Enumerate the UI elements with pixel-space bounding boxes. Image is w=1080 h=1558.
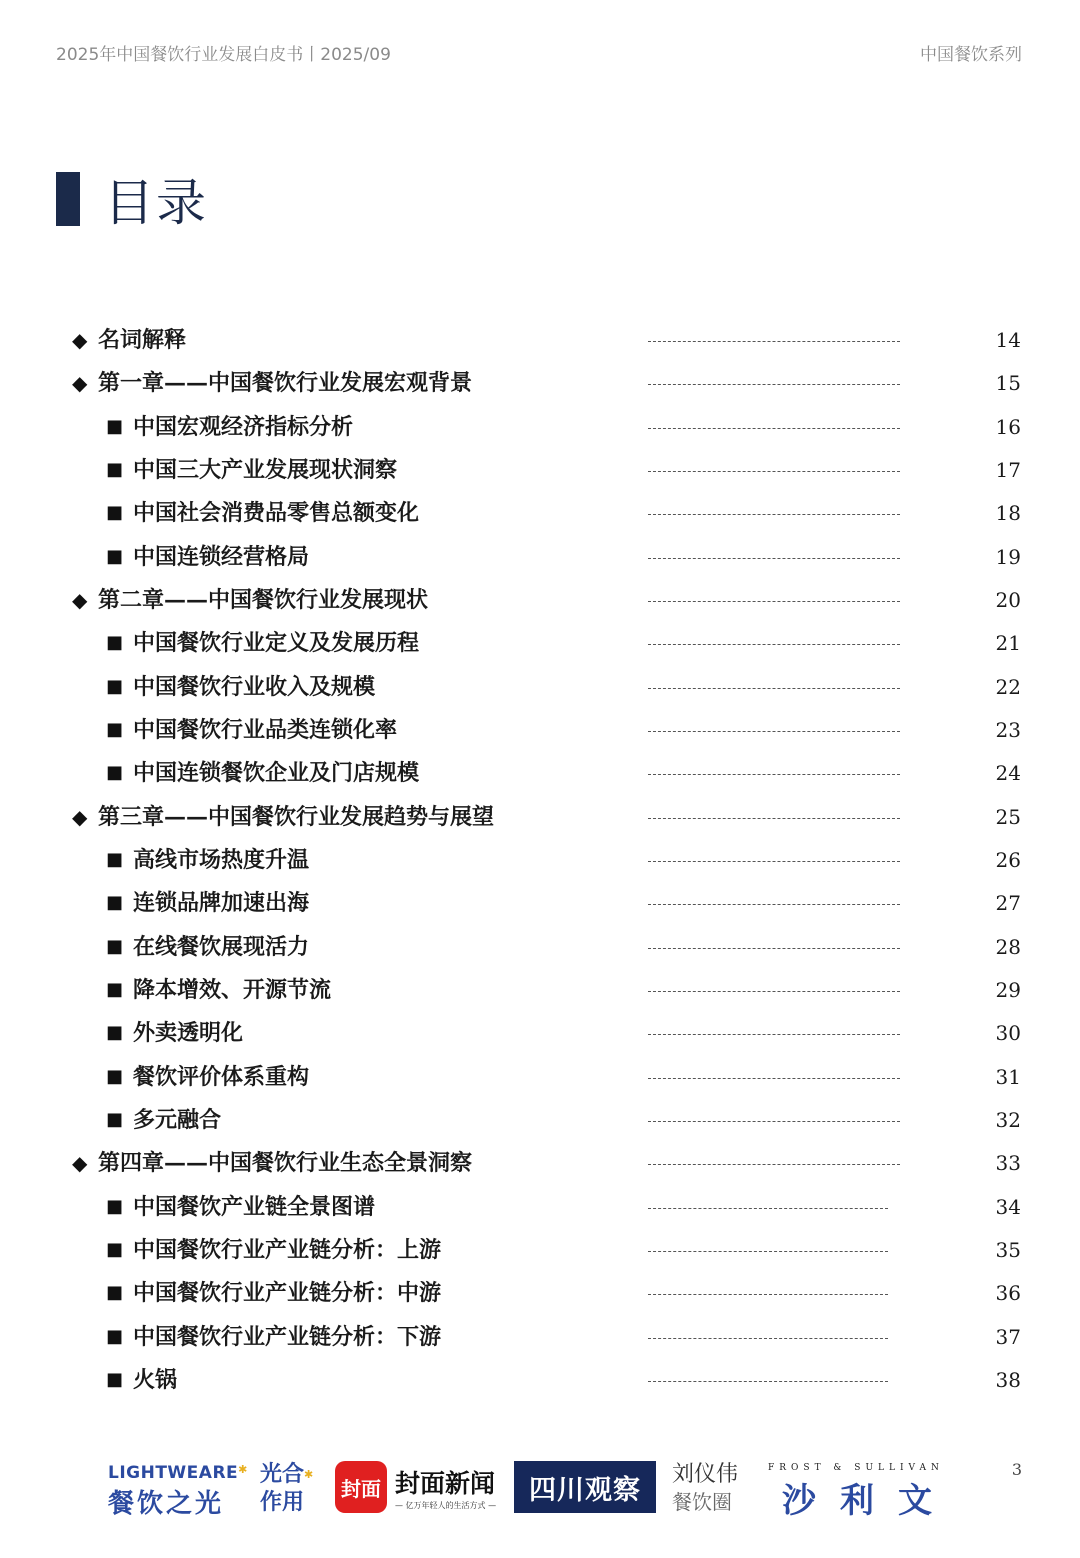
- diamond-bullet-icon: ◆: [72, 1151, 88, 1176]
- toc-page-number: 31: [995, 1064, 1021, 1089]
- toc-section-row[interactable]: [0, 623, 1080, 666]
- toc-leader-line: [648, 774, 900, 775]
- toc-section-row[interactable]: [0, 753, 1080, 796]
- square-bullet-icon: ■: [106, 675, 124, 697]
- toc-page-number: 19: [995, 544, 1021, 569]
- toc-page-number: 33: [995, 1151, 1021, 1176]
- toc-section-row[interactable]: [0, 927, 1080, 970]
- frost-sullivan-logo: [768, 1463, 956, 1522]
- toc-entry-label: 高线市场热度升温: [133, 846, 310, 873]
- table-of-contents: [0, 320, 1080, 1403]
- header-series-name: 中国餐饮系列: [920, 45, 1022, 65]
- frost-sullivan-logo-bottom: 沙利文: [782, 1481, 956, 1521]
- lightweare-logo: [108, 1463, 248, 1520]
- toc-section-row[interactable]: [0, 1100, 1080, 1143]
- toc-entry-label: 中国餐饮行业产业链分析：中游: [133, 1280, 442, 1307]
- toc-chapter-row[interactable]: [0, 320, 1080, 363]
- square-bullet-icon: ■: [106, 632, 124, 654]
- toc-leader-line: [648, 514, 900, 515]
- sichuan-guancha-logo-text: 四川观察: [514, 1461, 656, 1513]
- fengmian-logo-badge: 封面: [335, 1461, 387, 1513]
- guanghe-logo: [260, 1461, 313, 1517]
- toc-leader-line: [648, 991, 900, 992]
- toc-leader-line: [648, 688, 900, 689]
- toc-entry-label: 在线餐饮展现活力: [133, 933, 310, 960]
- square-bullet-icon: ■: [106, 1108, 124, 1130]
- toc-entry-label: 中国连锁经营格局: [133, 543, 310, 570]
- toc-leader-line: [648, 818, 900, 819]
- diamond-bullet-icon: ◆: [72, 587, 88, 612]
- square-bullet-icon: ■: [106, 1022, 124, 1044]
- toc-page-number: 23: [995, 717, 1021, 742]
- fengmian-logo-slogan: — 亿万年轻人的生活方式 —: [395, 1500, 497, 1510]
- toc-chapter-row[interactable]: [0, 580, 1080, 623]
- toc-page-number: 24: [995, 761, 1021, 786]
- toc-leader-line: [648, 1164, 900, 1165]
- square-bullet-icon: ■: [106, 1238, 124, 1260]
- toc-leader-line: [648, 384, 900, 385]
- toc-entry-label: 中国宏观经济指标分析: [133, 413, 354, 440]
- toc-page-number: 14: [995, 328, 1021, 352]
- toc-leader-line: [648, 341, 900, 342]
- toc-entry-label: 连锁品牌加速出海: [133, 890, 310, 917]
- toc-page-number: 32: [995, 1107, 1021, 1132]
- diamond-bullet-icon: ◆: [72, 804, 88, 829]
- footer-logos: [0, 1455, 1080, 1525]
- title-accent-bar: [56, 172, 80, 226]
- toc-section-row[interactable]: [0, 1317, 1080, 1360]
- toc-page-number: 28: [995, 934, 1021, 959]
- toc-section-row[interactable]: [0, 1057, 1080, 1100]
- toc-page-number: 36: [995, 1281, 1021, 1306]
- diamond-bullet-icon: ◆: [72, 371, 88, 396]
- square-bullet-icon: ■: [106, 718, 124, 740]
- toc-entry-label: 降本增效、开源节流: [133, 976, 332, 1003]
- toc-chapter-row[interactable]: [0, 1143, 1080, 1186]
- toc-entry-label: 中国连锁餐饮企业及门店规模: [133, 760, 420, 787]
- lightweare-logo-subtext: 餐饮之光: [108, 1489, 225, 1519]
- toc-section-row[interactable]: [0, 883, 1080, 926]
- toc-entry-label: 中国餐饮产业链全景图谱: [133, 1193, 376, 1220]
- square-bullet-icon: ■: [106, 978, 124, 1000]
- square-bullet-icon: ■: [106, 1368, 124, 1390]
- square-bullet-icon: ■: [106, 545, 124, 567]
- toc-leader-line: [648, 601, 900, 602]
- toc-page-number: 16: [995, 414, 1021, 439]
- toc-entry-label: 名词解释: [98, 327, 187, 353]
- toc-leader-line: [648, 428, 900, 429]
- toc-leader-line: [648, 1208, 888, 1209]
- fengmian-logo-text: 封面新闻: [395, 1468, 496, 1498]
- toc-leader-line: [648, 861, 900, 862]
- liuyiwei-logo-bottom: 餐饮圈: [672, 1490, 732, 1514]
- liuyiwei-logo-top: 刘仪伟: [672, 1462, 739, 1487]
- toc-section-row[interactable]: [0, 450, 1080, 493]
- square-bullet-icon: ■: [106, 415, 124, 437]
- toc-page-number: 15: [995, 371, 1021, 396]
- toc-page-number: 25: [995, 804, 1021, 829]
- toc-leader-line: [648, 644, 900, 645]
- toc-leader-line: [648, 1034, 900, 1035]
- toc-entry-label: 餐饮评价体系重构: [133, 1063, 310, 1090]
- star-icon: ✱: [304, 1468, 314, 1481]
- toc-leader-line: [648, 1121, 900, 1122]
- toc-leader-line: [648, 1294, 888, 1295]
- toc-entry-label: 中国餐饮行业定义及发展历程: [133, 630, 420, 657]
- toc-page-number: 30: [995, 1021, 1021, 1046]
- toc-page-number: 26: [995, 847, 1021, 872]
- toc-section-row[interactable]: [0, 1187, 1080, 1230]
- toc-page-number: 27: [995, 891, 1021, 916]
- square-bullet-icon: ■: [106, 458, 124, 480]
- frost-sullivan-logo-top: FROST & SULLIVAN: [768, 1463, 944, 1473]
- toc-page-number: 29: [995, 977, 1021, 1002]
- page-title-block: [56, 170, 208, 232]
- toc-entry-label: 中国餐饮行业品类连锁化率: [133, 716, 398, 743]
- toc-leader-line: [648, 1338, 888, 1339]
- toc-entry-label: 第四章——中国餐饮行业生态全景洞察: [98, 1150, 473, 1177]
- toc-section-row[interactable]: [0, 970, 1080, 1013]
- toc-chapter-row[interactable]: [0, 363, 1080, 406]
- toc-page-number: 34: [995, 1194, 1021, 1219]
- toc-section-row[interactable]: [0, 1230, 1080, 1273]
- square-bullet-icon: ■: [106, 1282, 124, 1304]
- toc-leader-line: [648, 558, 900, 559]
- guanghe-logo-bottom: 作用: [260, 1490, 305, 1515]
- toc-page-number: 20: [995, 587, 1021, 612]
- sichuan-guancha-logo: [514, 1461, 656, 1513]
- diamond-bullet-icon: ◆: [72, 328, 88, 352]
- toc-entry-label: 第三章——中国餐饮行业发展趋势与展望: [98, 803, 495, 830]
- toc-leader-line: [648, 1381, 888, 1382]
- toc-entry-label: 第一章——中国餐饮行业发展宏观背景: [98, 370, 473, 397]
- toc-leader-line: [648, 731, 900, 732]
- toc-section-row[interactable]: [0, 537, 1080, 580]
- header-report-title: 2025年中国餐饮行业发展白皮书丨2025/09: [56, 45, 391, 65]
- page-number: 3: [1011, 1460, 1022, 1479]
- toc-entry-label: 中国三大产业发展现状洞察: [133, 456, 398, 483]
- toc-page-number: 35: [995, 1237, 1021, 1262]
- toc-section-row[interactable]: [0, 493, 1080, 536]
- toc-entry-label: 中国社会消费品零售总额变化: [133, 500, 420, 527]
- square-bullet-icon: ■: [106, 1195, 124, 1217]
- toc-entry-label: 第二章——中国餐饮行业发展现状: [98, 586, 429, 613]
- lightweare-logo-text: LIGHTWEARE: [108, 1463, 239, 1483]
- toc-entry-label: 火锅: [133, 1366, 178, 1393]
- square-bullet-icon: ■: [106, 762, 124, 784]
- square-bullet-icon: ■: [106, 502, 124, 524]
- toc-leader-line: [648, 948, 900, 949]
- toc-entry-label: 中国餐饮行业收入及规模: [133, 673, 376, 700]
- square-bullet-icon: ■: [106, 892, 124, 914]
- toc-section-row[interactable]: [0, 1360, 1080, 1403]
- square-bullet-icon: ■: [106, 1325, 124, 1347]
- toc-entry-label: 多元融合: [133, 1106, 222, 1133]
- toc-page-number: 37: [995, 1324, 1021, 1349]
- liuyiwei-logo: [672, 1461, 738, 1515]
- square-bullet-icon: ■: [106, 1065, 124, 1087]
- toc-page-number: 18: [995, 501, 1021, 526]
- toc-section-row[interactable]: [0, 1013, 1080, 1056]
- toc-page-number: 17: [995, 457, 1021, 482]
- toc-page-number: 21: [995, 631, 1021, 656]
- fengmian-logo: [335, 1461, 496, 1513]
- toc-leader-line: [648, 904, 900, 905]
- toc-leader-line: [648, 1251, 888, 1252]
- toc-entry-label: 外卖透明化: [133, 1020, 244, 1047]
- toc-section-row[interactable]: [0, 667, 1080, 710]
- toc-entry-label: 中国餐饮行业产业链分析：上游: [133, 1236, 442, 1263]
- square-bullet-icon: ■: [106, 848, 124, 870]
- toc-section-row[interactable]: [0, 840, 1080, 883]
- toc-entry-label: 中国餐饮行业产业链分析：下游: [133, 1323, 442, 1350]
- toc-chapter-row[interactable]: [0, 797, 1080, 840]
- toc-section-row[interactable]: [0, 1273, 1080, 1316]
- toc-section-row[interactable]: [0, 407, 1080, 450]
- toc-page-number: 22: [995, 674, 1021, 699]
- toc-section-row[interactable]: [0, 710, 1080, 753]
- page-title: 目录: [104, 174, 208, 232]
- square-bullet-icon: ■: [106, 935, 124, 957]
- toc-leader-line: [648, 471, 900, 472]
- guanghe-logo-top: 光合: [260, 1462, 305, 1487]
- star-icon: ✱: [238, 1463, 248, 1476]
- toc-leader-line: [648, 1078, 900, 1079]
- toc-page-number: 38: [995, 1367, 1021, 1392]
